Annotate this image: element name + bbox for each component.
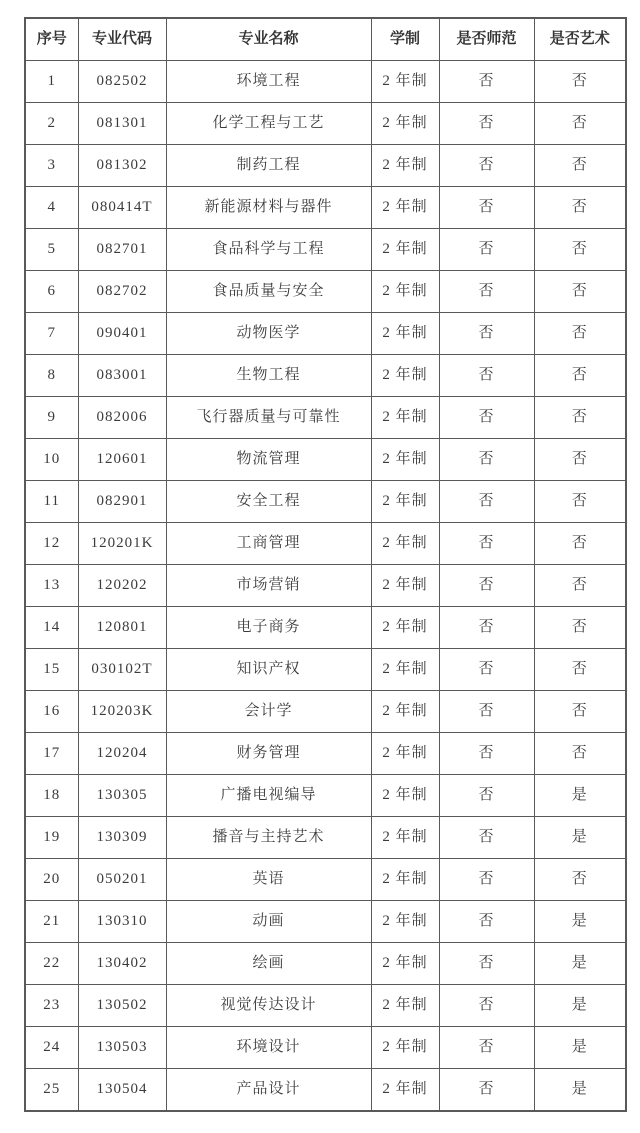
table-row [25, 439, 626, 481]
majors-table [24, 17, 627, 1112]
cell-years: 2 年制 [371, 565, 439, 607]
cell-normal: 否 [439, 691, 534, 733]
table-row [25, 313, 626, 355]
cell-art: 是 [534, 985, 626, 1027]
cell-name: 化学工程与工艺 [166, 103, 371, 145]
table-row [25, 607, 626, 649]
cell-art: 否 [534, 397, 626, 439]
cell-years: 2 年制 [371, 901, 439, 943]
cell-name: 动物医学 [166, 313, 371, 355]
cell-normal: 否 [439, 397, 534, 439]
cell-years: 2 年制 [371, 607, 439, 649]
cell-code: 130305 [78, 775, 166, 817]
cell-normal: 否 [439, 817, 534, 859]
cell-normal: 否 [439, 523, 534, 565]
cell-normal: 否 [439, 901, 534, 943]
cell-normal: 否 [439, 187, 534, 229]
cell-index: 7 [25, 313, 78, 355]
cell-years: 2 年制 [371, 733, 439, 775]
cell-art: 否 [534, 565, 626, 607]
cell-art: 否 [534, 523, 626, 565]
cell-code: 120203K [78, 691, 166, 733]
cell-name: 新能源材料与器件 [166, 187, 371, 229]
header-cell-years: 学制 [371, 18, 439, 61]
cell-art: 否 [534, 103, 626, 145]
cell-code: 130310 [78, 901, 166, 943]
cell-code: 082502 [78, 61, 166, 103]
table-row [25, 103, 626, 145]
cell-name: 知识产权 [166, 649, 371, 691]
table-row [25, 229, 626, 271]
header-cell-name: 专业名称 [166, 18, 371, 61]
cell-index: 21 [25, 901, 78, 943]
cell-art: 否 [534, 355, 626, 397]
cell-name: 英语 [166, 859, 371, 901]
table-row [25, 985, 626, 1027]
table-row [25, 901, 626, 943]
cell-index: 8 [25, 355, 78, 397]
cell-name: 产品设计 [166, 1069, 371, 1112]
header-cell-normal: 是否师范 [439, 18, 534, 61]
cell-normal: 否 [439, 229, 534, 271]
cell-code: 130309 [78, 817, 166, 859]
cell-code: 080414T [78, 187, 166, 229]
cell-years: 2 年制 [371, 103, 439, 145]
table-row [25, 1027, 626, 1069]
cell-code: 090401 [78, 313, 166, 355]
cell-years: 2 年制 [371, 481, 439, 523]
cell-art: 否 [534, 271, 626, 313]
table-row [25, 859, 626, 901]
cell-index: 25 [25, 1069, 78, 1112]
table-row [25, 145, 626, 187]
table-row [25, 355, 626, 397]
cell-code: 130504 [78, 1069, 166, 1112]
cell-years: 2 年制 [371, 649, 439, 691]
cell-code: 120202 [78, 565, 166, 607]
cell-art: 否 [534, 607, 626, 649]
cell-years: 2 年制 [371, 775, 439, 817]
cell-code: 030102T [78, 649, 166, 691]
cell-index: 18 [25, 775, 78, 817]
cell-index: 9 [25, 397, 78, 439]
cell-index: 3 [25, 145, 78, 187]
cell-normal: 否 [439, 985, 534, 1027]
cell-index: 16 [25, 691, 78, 733]
cell-years: 2 年制 [371, 439, 439, 481]
cell-art: 是 [534, 817, 626, 859]
cell-name: 播音与主持艺术 [166, 817, 371, 859]
cell-art: 否 [534, 313, 626, 355]
table-row [25, 817, 626, 859]
cell-name: 飞行器质量与可靠性 [166, 397, 371, 439]
cell-code: 082702 [78, 271, 166, 313]
cell-normal: 否 [439, 1027, 534, 1069]
cell-name: 工商管理 [166, 523, 371, 565]
header-row [25, 18, 626, 61]
cell-name: 电子商务 [166, 607, 371, 649]
cell-art: 否 [534, 691, 626, 733]
cell-art: 否 [534, 859, 626, 901]
cell-index: 22 [25, 943, 78, 985]
table-row [25, 523, 626, 565]
cell-normal: 否 [439, 355, 534, 397]
cell-name: 安全工程 [166, 481, 371, 523]
cell-index: 24 [25, 1027, 78, 1069]
header-cell-code: 专业代码 [78, 18, 166, 61]
cell-code: 050201 [78, 859, 166, 901]
cell-normal: 否 [439, 859, 534, 901]
cell-index: 15 [25, 649, 78, 691]
cell-index: 11 [25, 481, 78, 523]
table-row [25, 691, 626, 733]
cell-art: 否 [534, 145, 626, 187]
cell-art: 是 [534, 1069, 626, 1112]
cell-index: 19 [25, 817, 78, 859]
cell-normal: 否 [439, 61, 534, 103]
cell-years: 2 年制 [371, 859, 439, 901]
cell-art: 否 [534, 187, 626, 229]
cell-code: 120801 [78, 607, 166, 649]
cell-code: 081301 [78, 103, 166, 145]
cell-index: 10 [25, 439, 78, 481]
cell-index: 1 [25, 61, 78, 103]
cell-years: 2 年制 [371, 397, 439, 439]
cell-index: 12 [25, 523, 78, 565]
cell-index: 5 [25, 229, 78, 271]
cell-art: 是 [534, 943, 626, 985]
cell-years: 2 年制 [371, 943, 439, 985]
cell-art: 否 [534, 61, 626, 103]
cell-years: 2 年制 [371, 229, 439, 271]
cell-index: 4 [25, 187, 78, 229]
cell-years: 2 年制 [371, 691, 439, 733]
cell-name: 制药工程 [166, 145, 371, 187]
cell-code: 130503 [78, 1027, 166, 1069]
cell-years: 2 年制 [371, 817, 439, 859]
cell-name: 环境工程 [166, 61, 371, 103]
table-row [25, 61, 626, 103]
cell-code: 120201K [78, 523, 166, 565]
cell-index: 17 [25, 733, 78, 775]
cell-code: 082701 [78, 229, 166, 271]
cell-name: 绘画 [166, 943, 371, 985]
cell-normal: 否 [439, 439, 534, 481]
cell-name: 市场营销 [166, 565, 371, 607]
table-row [25, 1069, 626, 1112]
cell-name: 食品质量与安全 [166, 271, 371, 313]
cell-years: 2 年制 [371, 523, 439, 565]
cell-name: 视觉传达设计 [166, 985, 371, 1027]
table-row [25, 397, 626, 439]
cell-art: 否 [534, 649, 626, 691]
cell-normal: 否 [439, 607, 534, 649]
table-row [25, 565, 626, 607]
cell-index: 23 [25, 985, 78, 1027]
cell-code: 120204 [78, 733, 166, 775]
cell-index: 2 [25, 103, 78, 145]
cell-name: 物流管理 [166, 439, 371, 481]
cell-normal: 否 [439, 271, 534, 313]
table-row [25, 271, 626, 313]
table-header [25, 18, 626, 61]
cell-name: 财务管理 [166, 733, 371, 775]
table-row [25, 775, 626, 817]
cell-code: 081302 [78, 145, 166, 187]
cell-art: 否 [534, 439, 626, 481]
cell-normal: 否 [439, 733, 534, 775]
cell-index: 6 [25, 271, 78, 313]
cell-normal: 否 [439, 649, 534, 691]
header-cell-index: 序号 [25, 18, 78, 61]
cell-code: 130502 [78, 985, 166, 1027]
cell-normal: 否 [439, 775, 534, 817]
cell-years: 2 年制 [371, 61, 439, 103]
table-row [25, 649, 626, 691]
cell-years: 2 年制 [371, 187, 439, 229]
cell-normal: 否 [439, 1069, 534, 1112]
cell-art: 是 [534, 775, 626, 817]
cell-index: 14 [25, 607, 78, 649]
cell-name: 动画 [166, 901, 371, 943]
cell-art: 否 [534, 229, 626, 271]
cell-art: 是 [534, 901, 626, 943]
cell-name: 生物工程 [166, 355, 371, 397]
table-row [25, 943, 626, 985]
cell-years: 2 年制 [371, 313, 439, 355]
cell-index: 13 [25, 565, 78, 607]
cell-years: 2 年制 [371, 355, 439, 397]
cell-name: 会计学 [166, 691, 371, 733]
table-row [25, 481, 626, 523]
cell-code: 083001 [78, 355, 166, 397]
cell-code: 120601 [78, 439, 166, 481]
cell-years: 2 年制 [371, 271, 439, 313]
cell-normal: 否 [439, 565, 534, 607]
cell-code: 130402 [78, 943, 166, 985]
cell-normal: 否 [439, 313, 534, 355]
table-body [25, 61, 626, 1112]
cell-normal: 否 [439, 103, 534, 145]
cell-normal: 否 [439, 481, 534, 523]
cell-code: 082006 [78, 397, 166, 439]
cell-years: 2 年制 [371, 1069, 439, 1112]
cell-name: 广播电视编导 [166, 775, 371, 817]
cell-years: 2 年制 [371, 1027, 439, 1069]
table-row [25, 733, 626, 775]
cell-normal: 否 [439, 145, 534, 187]
cell-name: 食品科学与工程 [166, 229, 371, 271]
cell-art: 是 [534, 1027, 626, 1069]
cell-code: 082901 [78, 481, 166, 523]
header-cell-art: 是否艺术 [534, 18, 626, 61]
cell-name: 环境设计 [166, 1027, 371, 1069]
cell-normal: 否 [439, 943, 534, 985]
cell-years: 2 年制 [371, 145, 439, 187]
cell-index: 20 [25, 859, 78, 901]
cell-art: 否 [534, 481, 626, 523]
table-row [25, 187, 626, 229]
cell-years: 2 年制 [371, 985, 439, 1027]
cell-art: 否 [534, 733, 626, 775]
